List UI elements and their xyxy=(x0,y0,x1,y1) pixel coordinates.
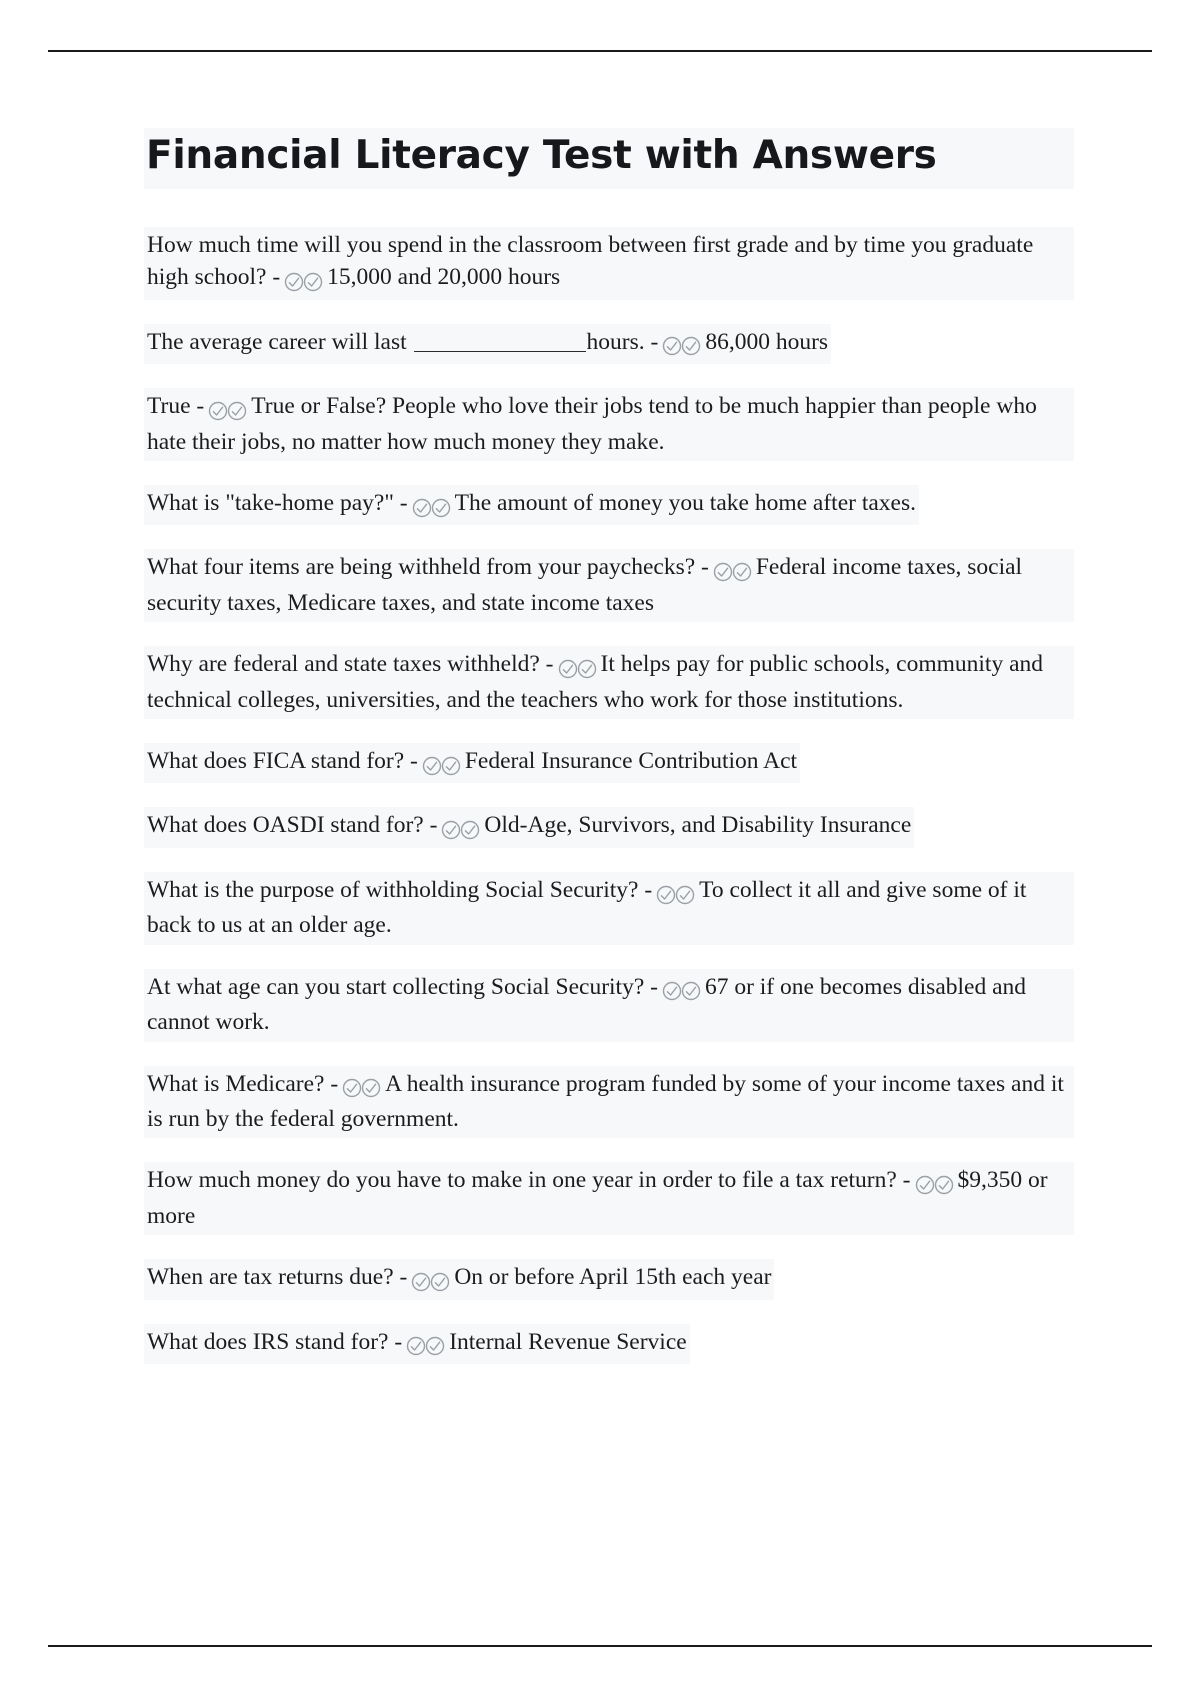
qa-item xyxy=(144,1324,1074,1388)
footer-divider xyxy=(48,1645,1152,1647)
answer-text: To collect it all and give some of it back to us at an older age. xyxy=(147,876,1027,939)
qa-text xyxy=(144,227,1074,300)
qa-item xyxy=(144,1066,1074,1163)
answer-text: The amount of money you take home after taxes. xyxy=(454,489,916,516)
document-body xyxy=(144,128,1074,1388)
answer-text: It helps pay for public schools, community and technical colleges, universities, and the teachers who work for those institutions. xyxy=(147,651,1044,713)
answer-check-badge xyxy=(283,264,324,296)
qa-item xyxy=(144,324,1074,388)
answer-text: Federal Insurance Contribution Act xyxy=(464,748,798,775)
question-text: What does IRS stand for? - xyxy=(147,1328,403,1355)
qa-text xyxy=(144,549,1074,622)
qa-text xyxy=(144,485,919,525)
answer-text: True or False? People who love their jobs tend to be much happier than people who hate their jobs, no matter how much money they make. xyxy=(147,393,1037,455)
question-text: The average career will last xyxy=(147,328,407,355)
qa-text xyxy=(144,743,800,783)
answer-check-badge xyxy=(914,1167,955,1199)
answer-text: Old-Age, Survivors, and Disability Insurance xyxy=(484,812,912,839)
qa-item xyxy=(144,969,1074,1066)
qa-list xyxy=(144,227,1074,1388)
question-text: What is Medicare? - xyxy=(147,1070,339,1097)
answer-check-badge xyxy=(440,812,481,844)
question-text: True - xyxy=(147,393,205,420)
qa-text xyxy=(144,1066,1074,1139)
qa-item xyxy=(144,549,1074,646)
qa-text xyxy=(144,1162,1074,1235)
question-text: What is the purpose of withholding Social Security? - xyxy=(147,876,653,903)
qa-text xyxy=(144,807,914,847)
fill-in-blank xyxy=(414,331,586,352)
qa-item xyxy=(144,1259,1074,1323)
answer-check-badge xyxy=(655,877,696,909)
answer-check-badge xyxy=(712,554,753,586)
question-text-cont: hours. - xyxy=(586,328,659,355)
question-text: What does OASDI stand for? - xyxy=(147,812,438,839)
qa-text xyxy=(144,1259,774,1299)
answer-check-badge xyxy=(557,651,598,683)
answer-text: 15,000 and 20,000 hours xyxy=(327,264,561,291)
question-text: What does FICA stand for? - xyxy=(147,748,418,775)
qa-text xyxy=(144,872,1074,945)
question-text: What is "take-home pay?" - xyxy=(147,489,408,516)
answer-check-badge xyxy=(411,490,452,522)
answer-check-badge xyxy=(421,748,462,780)
qa-text xyxy=(144,969,1074,1042)
answer-check-badge xyxy=(661,329,702,361)
qa-item xyxy=(144,1162,1074,1259)
answer-check-badge xyxy=(410,1264,451,1296)
qa-text xyxy=(144,646,1074,719)
question-text: At what age can you start collecting Social Security? - xyxy=(147,973,658,1000)
answer-check-badge xyxy=(661,974,702,1006)
qa-text xyxy=(144,324,831,364)
question-text: How much money do you have to make in one year in order to file a tax return? - xyxy=(147,1167,911,1194)
answer-text: On or before April 15th each year xyxy=(454,1264,772,1291)
answer-text: $9,350 or more xyxy=(147,1167,1048,1229)
answer-check-badge xyxy=(341,1071,382,1103)
answer-text: 86,000 hours xyxy=(705,328,829,355)
question-text: What four items are being withheld from your paychecks? - xyxy=(147,554,709,581)
page-title: Financial Literacy Test with Answers xyxy=(144,128,1074,189)
answer-text: Federal income taxes, social security taxes, Medicare taxes, and state income taxes xyxy=(147,554,1023,616)
answer-text: 67 or if one becomes disabled and cannot work. xyxy=(147,973,1027,1036)
qa-item xyxy=(144,743,1074,807)
qa-item xyxy=(144,485,1074,549)
qa-item xyxy=(144,646,1074,743)
answer-check-badge xyxy=(405,1329,446,1361)
answer-check-badge xyxy=(207,393,248,425)
header-divider xyxy=(48,50,1152,52)
question-text: When are tax returns due? - xyxy=(147,1264,408,1291)
qa-text xyxy=(144,388,1074,461)
question-text: Why are federal and state taxes withheld? - xyxy=(147,651,554,678)
answer-text: A health insurance program funded by some of your income taxes and it is run by the federal government. xyxy=(147,1070,1064,1133)
answer-text: Internal Revenue Service xyxy=(449,1328,687,1355)
qa-item xyxy=(144,227,1074,324)
qa-item xyxy=(144,872,1074,969)
qa-text xyxy=(144,1324,690,1364)
qa-item xyxy=(144,388,1074,485)
qa-item xyxy=(144,807,1074,871)
question-text: How much time will you spend in the classroom between first grade and by time you graduate high school? - xyxy=(147,231,1034,291)
